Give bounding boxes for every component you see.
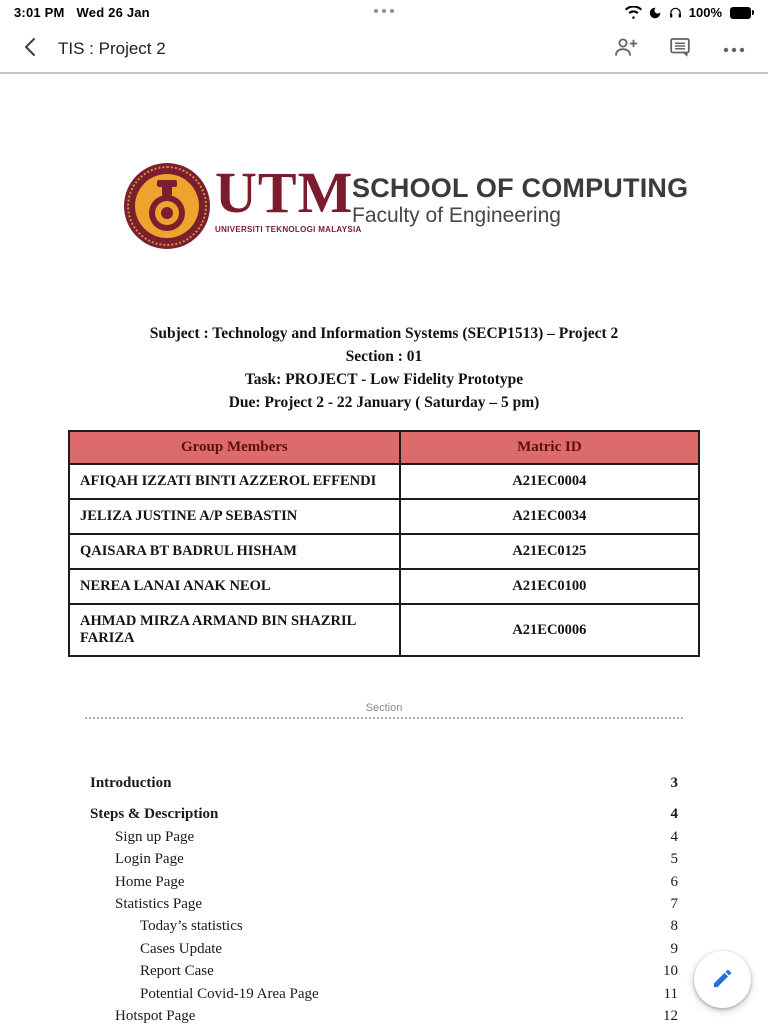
headphones-icon <box>668 6 683 20</box>
table-row <box>69 569 699 604</box>
toc-entry[interactable] <box>90 848 678 870</box>
pencil-icon <box>711 967 734 993</box>
utm-wordmark <box>215 160 362 234</box>
toc-entry-label: Introduction <box>90 775 172 791</box>
university-name: UNIVERSITI TEKNOLOGI MALAYSIA <box>215 225 362 234</box>
matric-id-cell: A21EC0034 <box>400 499 699 534</box>
toc-entry[interactable] <box>90 871 678 893</box>
status-time: 3:01 PM <box>14 5 65 20</box>
toc-entry-page: 8 <box>670 918 678 935</box>
status-bar <box>0 0 768 25</box>
battery-percent: 100% <box>688 5 722 20</box>
toc-entry[interactable] <box>90 983 678 1005</box>
toc-entry-label: Login Page <box>115 851 184 868</box>
due-line: Due: Project 2 - 22 January ( Saturday – 5 pm) <box>228 394 540 411</box>
toc-entry-label: Cases Update <box>140 940 223 957</box>
toc-entry-page: 3 <box>670 775 678 791</box>
toc-entry-page: 9 <box>670 940 678 957</box>
toc-list <box>90 772 678 1024</box>
section-break-label: Section <box>365 702 403 714</box>
member-name-cell: QAISARA BT BADRUL HISHAM <box>69 534 400 569</box>
toc-entry[interactable] <box>90 803 678 825</box>
task-line: Task: PROJECT - Low Fidelity Prototype <box>244 371 524 388</box>
status-date: Wed 26 Jan <box>76 5 150 20</box>
toc-entry-label: Statistics Page <box>115 896 203 913</box>
matric-id-cell: A21EC0100 <box>400 569 699 604</box>
toc-entry-page: 11 <box>663 985 678 1002</box>
table-row <box>69 604 699 656</box>
members-table-body <box>69 464 699 656</box>
moon-icon <box>648 6 662 20</box>
toc-entry-page: 6 <box>670 873 678 890</box>
toc-entry-label: Steps & Description <box>90 806 219 823</box>
section-line: Section : 01 <box>345 348 423 365</box>
school-block <box>352 173 688 229</box>
toc-entry-label: Hotspot Page <box>115 1008 196 1024</box>
school-name: SCHOOL OF COMPUTING <box>352 173 689 203</box>
members-table <box>68 430 700 657</box>
app-toolbar <box>0 25 768 72</box>
subject-heading <box>0 322 768 414</box>
toc-entry[interactable] <box>90 1005 678 1024</box>
member-name-cell: NEREA LANAI ANAK NEOL <box>69 569 400 604</box>
toc-entry[interactable] <box>90 826 678 848</box>
toc-entry-label: Today’s statistics <box>140 918 243 935</box>
toc-entry[interactable] <box>90 938 678 960</box>
share-button[interactable] <box>606 29 646 69</box>
matric-id-cell: A21EC0004 <box>400 464 699 499</box>
toc-entry[interactable] <box>90 893 678 915</box>
document-page <box>0 74 768 1024</box>
overflow-menu-icon <box>723 41 745 56</box>
subject-line: Subject : Technology and Information Systems (SECP1513) – Project 2 <box>149 325 619 342</box>
back-chevron-icon <box>24 37 36 60</box>
toc-entry-label: Potential Covid-19 Area Page <box>140 985 319 1002</box>
toc-entry-label: Sign up Page <box>115 828 195 845</box>
toc-entry-page: 4 <box>670 806 678 823</box>
multitask-grabber-icon[interactable] <box>374 9 394 13</box>
wifi-icon <box>625 6 642 19</box>
matric-id-header: Matric ID <box>400 431 699 464</box>
comments-button[interactable] <box>660 29 700 69</box>
toc-entry[interactable] <box>90 960 678 982</box>
table-row <box>69 499 699 534</box>
toc-entry-page: 7 <box>670 896 678 913</box>
toc-entry-label: Report Case <box>140 963 214 980</box>
overflow-menu-button[interactable] <box>714 29 754 69</box>
back-button[interactable] <box>8 27 52 71</box>
document-title: TIS : Project 2 <box>58 38 166 58</box>
section-break <box>85 698 683 719</box>
utm-emblem-logo <box>124 163 210 249</box>
group-members-header: Group Members <box>69 431 400 464</box>
section-break-dotted-line <box>85 717 683 719</box>
member-name-cell: AFIQAH IZZATI BINTI AZZEROL EFFENDI <box>69 464 400 499</box>
member-name-cell: AHMAD MIRZA ARMAND BIN SHAZRIL FARIZA <box>69 604 400 656</box>
table-header-row <box>69 431 699 464</box>
comment-icon <box>668 35 692 62</box>
matric-id-cell: A21EC0006 <box>400 604 699 656</box>
person-add-icon <box>613 35 639 62</box>
table-row <box>69 464 699 499</box>
member-name-cell: JELIZA JUSTINE A/P SEBASTIN <box>69 499 400 534</box>
battery-icon <box>730 7 754 19</box>
toc-entry[interactable] <box>90 772 678 794</box>
toc-entry-page: 4 <box>670 828 678 845</box>
toc-entry-label: Home Page <box>115 873 185 890</box>
toc-entry-page: 5 <box>670 851 678 868</box>
table-row <box>69 534 699 569</box>
toc-entry-page: 10 <box>663 963 678 980</box>
toc-entry[interactable] <box>90 915 678 937</box>
matric-id-cell: A21EC0125 <box>400 534 699 569</box>
utm-letterhead <box>124 160 689 255</box>
utm-letters: UTM <box>215 160 354 225</box>
toc-entry-page: 12 <box>663 1008 678 1024</box>
edit-fab-button[interactable] <box>694 951 751 1008</box>
faculty-name: Faculty of Engineering <box>352 204 561 227</box>
